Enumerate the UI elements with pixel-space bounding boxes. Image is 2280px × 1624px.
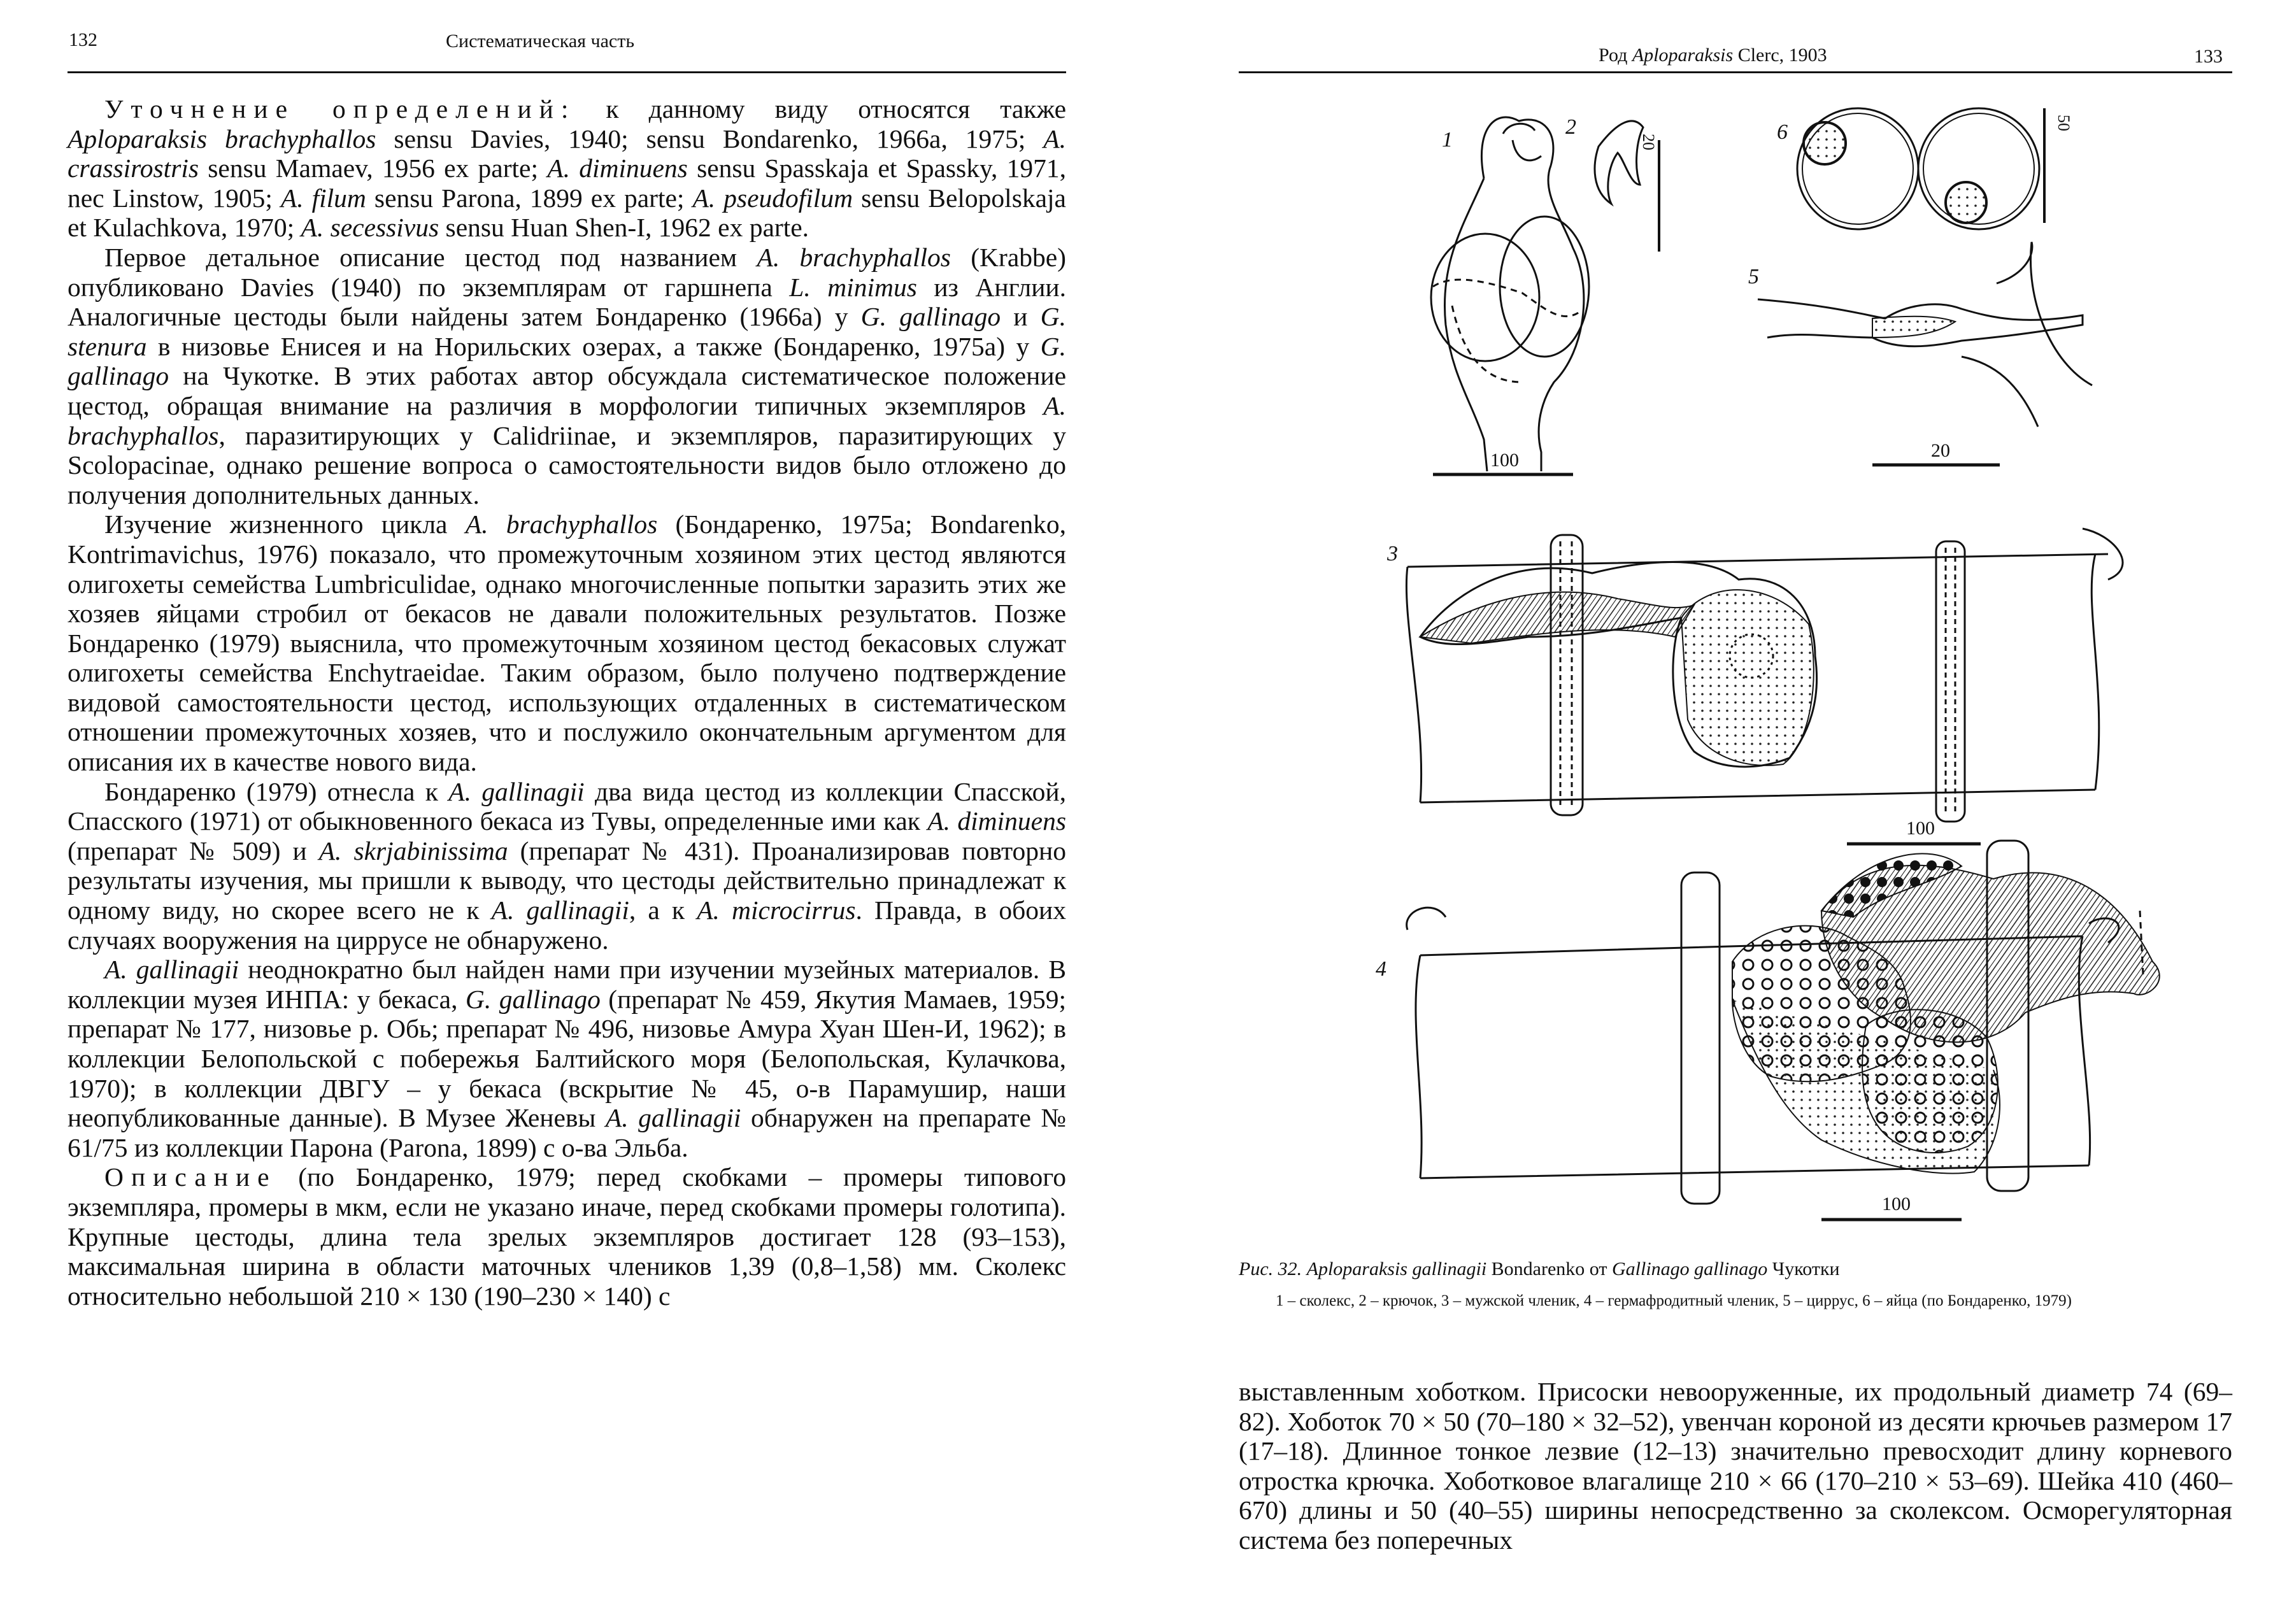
continuation-paragraph: выставленным хоботком. Присоски невооруженные, их продольный диаметр 74 (69–82). Хоботок 70 × 50 (70–180 × 32–52), увенчан короной из десяти крючьев размером 17 (17–18). Длинное тонкое лезвие (12–13) значительно превосходит длину корневого отростка крючка. Хоботковое влагалище 210 × 66 (170–210 × 53–69). Шейка 410 (460–670) длины и 50 (40–55) ширины непосредственно за сколексом. Осморегуляторная система без поперечных bbox=[1239, 1377, 2232, 1555]
text-run: в низовье Енисея и на Норильских озерах, а также (Бондаренко, 1975а) у bbox=[146, 331, 1041, 361]
text-run: Изучение жизненного цикла bbox=[104, 509, 466, 539]
right-body-text bbox=[1239, 1377, 2232, 1555]
text-run: неоднократно был найден нами при изучении музейных материалов. В коллекции музея ИНПА: у бекаса, bbox=[68, 955, 1066, 1014]
body-paragraph bbox=[68, 777, 1066, 955]
italic-term: A. microcirrus bbox=[697, 895, 856, 925]
text-run: обнаружен на препарате № 61/75 из коллекции Парона (Parona, 1899) с о-ва Эльба. bbox=[68, 1103, 1066, 1162]
figure-part-scolex bbox=[1431, 117, 1589, 474]
figure-label-6: 6 bbox=[1777, 120, 1788, 144]
italic-term: Рис. 32. Aploparaksis gallinagii bbox=[1239, 1258, 1487, 1279]
italic-term: A. gallinagii bbox=[104, 955, 239, 985]
text-run: из Англии. Аналогичные цестоды были найдены затем Бондаренко (1966а) у bbox=[68, 272, 1067, 332]
text-run: (препарат № 459, Якутия Мамаев, 1959; препарат № 177, низовье р. Обь; препарат № 496, низовье Амура Хуан Шен-И, 1962); в коллекции Белопольской с побережья Балтийского моря (Белопольская, Кулачкова, 1970); в коллекции ДВГУ – у бекаса (вскрытие № 45, о-в Парамушир, наши неопубликованные данные). В Музее Женевы bbox=[68, 984, 1067, 1133]
text-run: (препарат № 509) и bbox=[68, 836, 319, 865]
text-run: sensu Belopolskaja et Kulachkova, 1970; bbox=[68, 183, 1066, 243]
left-running-head: Систематическая часть bbox=[446, 31, 635, 52]
text-run: (Бондаренко, 1975а; Bondarenko, Kontrimavichus, 1976) показало, что промежуточным хозяином этих цестод являются олигохеты семейства Lumbriculidae, однако многочисленные попытки заразить этих же хозяев яйцами стробил от бекасов не давали положительных результатов. Позже Бондаренко (1979) выяснила, что промежуточным хозяином цестод бекасовых служат олигохеты семейства Enchytraeidae. Таким образом, было получено подтверждение видовой самостоятельности цестод, использующих отдаленных в систематическом отношении промежуточных хозяев, что и послужило окончательным аргументом для описания их в качестве нового вида. bbox=[68, 509, 1066, 777]
italic-term: A. pseudofilum bbox=[692, 183, 853, 213]
figure-part-hook bbox=[1565, 115, 1659, 252]
scale-label: 20 bbox=[1639, 134, 1658, 150]
italic-term: A. brachyphallos bbox=[465, 509, 658, 539]
text-run: sensu Spasskaja et Spassky, 1971, nec Linstow, 1905; bbox=[68, 153, 1067, 213]
text-run: , а к bbox=[629, 895, 697, 925]
italic-term: G. stenura bbox=[68, 302, 1067, 361]
figure-caption-title bbox=[1239, 1258, 2232, 1280]
figure-part-hermaphroditic-segment bbox=[1376, 841, 2160, 1220]
italic-term: A. filum bbox=[280, 183, 366, 213]
body-paragraph bbox=[68, 94, 1066, 243]
scale-label: 20 bbox=[1931, 440, 1950, 461]
figure-part-eggs bbox=[1777, 108, 2073, 229]
text-run: и bbox=[1001, 302, 1041, 332]
figure-part-male-segment bbox=[1386, 529, 2123, 844]
italic-term: A. gallinagii bbox=[605, 1103, 741, 1133]
text-run: (препарат № 431). Проанализировав повторно результаты изучения, мы пришли к выводу, что цестоды действительно принадлежат к одному виду, но скорее всего не к bbox=[68, 836, 1067, 925]
text-run: (по Бондаренко, 1979; перед скобками – промеры типового экземпляра, промеры в мкм, если не указано иначе, перед скобками промеры голотипа). Крупные цестоды, длина тела зрелых экземпляров достигает 128 (93–153), максимальная ширина в области маточных члеников 1,39 (0,8–1,58) мм. Сколекс относительно небольшой 210 × 130 (190–230 × 140) с bbox=[68, 1162, 1066, 1311]
figure-label-2: 2 bbox=[1565, 115, 1576, 139]
right-page-number: 133 bbox=[2194, 46, 2223, 67]
text-run: . Правда, в обоих случаях вооружения на циррусе не обнаружено. bbox=[68, 895, 1066, 955]
italic-term: A. gallinagii bbox=[491, 895, 629, 925]
italic-term: A. brachyphallos bbox=[757, 242, 951, 272]
right-running-head: Род Aploparaksis Clerc, 1903 bbox=[1599, 45, 1827, 66]
scale-label: 100 bbox=[1906, 818, 1935, 839]
italic-term: L. minimus bbox=[789, 272, 917, 302]
figure-caption-legend: 1 – сколекс, 2 – крючок, 3 – мужской членик, 4 – гермафродитный членик, 5 – циррус, 6 – яйца (по Бондаренко, 1979) bbox=[1276, 1292, 2072, 1309]
scale-label: 100 bbox=[1882, 1193, 1911, 1214]
text-run: Чукотки bbox=[1767, 1258, 1840, 1279]
left-body-text bbox=[68, 94, 1066, 1311]
text-run: на Чукотке. В этих работах автор обсуждала систематическое положение цестод, обращая внимание на различия в морфологии типичных экземпляров bbox=[68, 361, 1066, 420]
italic-term: A. diminuens bbox=[927, 806, 1066, 836]
header-rule bbox=[1239, 71, 2232, 73]
text-run: , паразитирующих у Calidriinae, и экземпляров, паразитирующих у Scolopacinae, однако решение вопроса о самостоятельности видов было отложено до получения дополнительных данных. bbox=[68, 420, 1066, 509]
text-run: sensu Parona, 1899 ex parte; bbox=[366, 183, 693, 213]
italic-term: A. skrjabinissima bbox=[318, 836, 508, 865]
italic-term: Gallinago gallinago bbox=[1612, 1258, 1768, 1279]
figure-label-4: 4 bbox=[1376, 957, 1386, 981]
text-run: Bondarenko от bbox=[1486, 1258, 1613, 1279]
text-run: (Krabbe) опубликовано Davies (1940) по экземплярам от гаршнепа bbox=[68, 242, 1066, 302]
italic-term: G. gallinago bbox=[68, 331, 1066, 391]
figure-label-3: 3 bbox=[1387, 542, 1398, 566]
figure-32 bbox=[1261, 96, 2235, 1248]
body-paragraph bbox=[68, 243, 1066, 509]
italic-term: G. gallinago bbox=[860, 302, 1001, 332]
figure-part-cirrus bbox=[1748, 242, 2092, 465]
italic-term: A. diminuens bbox=[547, 153, 688, 183]
italic-term: A. gallinagii bbox=[448, 776, 585, 806]
right-page bbox=[1140, 0, 2280, 1624]
text-run: к данному виду относятся также bbox=[576, 94, 1066, 124]
text-run: Бондаренко (1979) отнесла к bbox=[104, 776, 449, 806]
header-rule bbox=[68, 71, 1066, 73]
italic-term: A. secessivus bbox=[301, 213, 439, 243]
body-paragraph bbox=[68, 955, 1066, 1162]
figure-label-1: 1 bbox=[1442, 128, 1453, 152]
body-paragraph bbox=[68, 509, 1066, 776]
text-run: sensu Huan Shen-I, 1962 ex parte. bbox=[439, 213, 809, 243]
text-run: Первое детальное описание цестод под названием bbox=[104, 242, 757, 272]
italic-term: G. gallinago bbox=[465, 984, 601, 1014]
scale-label: 100 bbox=[1490, 450, 1519, 471]
text-run: два вида цестод из коллекции Спасской, Спасского (1971) от обыкновенного бекаса из Тувы, определенные ими как bbox=[68, 776, 1067, 836]
left-page-number: 132 bbox=[69, 29, 97, 50]
text-run: sensu Mamaev, 1956 ex parte; bbox=[199, 153, 548, 183]
spaced-heading: Описание bbox=[104, 1162, 277, 1192]
spaced-heading: Уточнение определений: bbox=[104, 94, 576, 124]
text-run: sensu Davies, 1940; sensu Bondarenko, 1966a, 1975; bbox=[376, 124, 1044, 153]
italic-term: Aploparaksis brachyphallos bbox=[68, 124, 376, 153]
body-paragraph bbox=[68, 1162, 1066, 1311]
italic-term: A. crassirostris bbox=[68, 124, 1067, 183]
figure-label-5: 5 bbox=[1748, 265, 1759, 288]
scale-label: 50 bbox=[2055, 115, 2073, 131]
italic-term: A. brachyphallos bbox=[68, 390, 1066, 450]
